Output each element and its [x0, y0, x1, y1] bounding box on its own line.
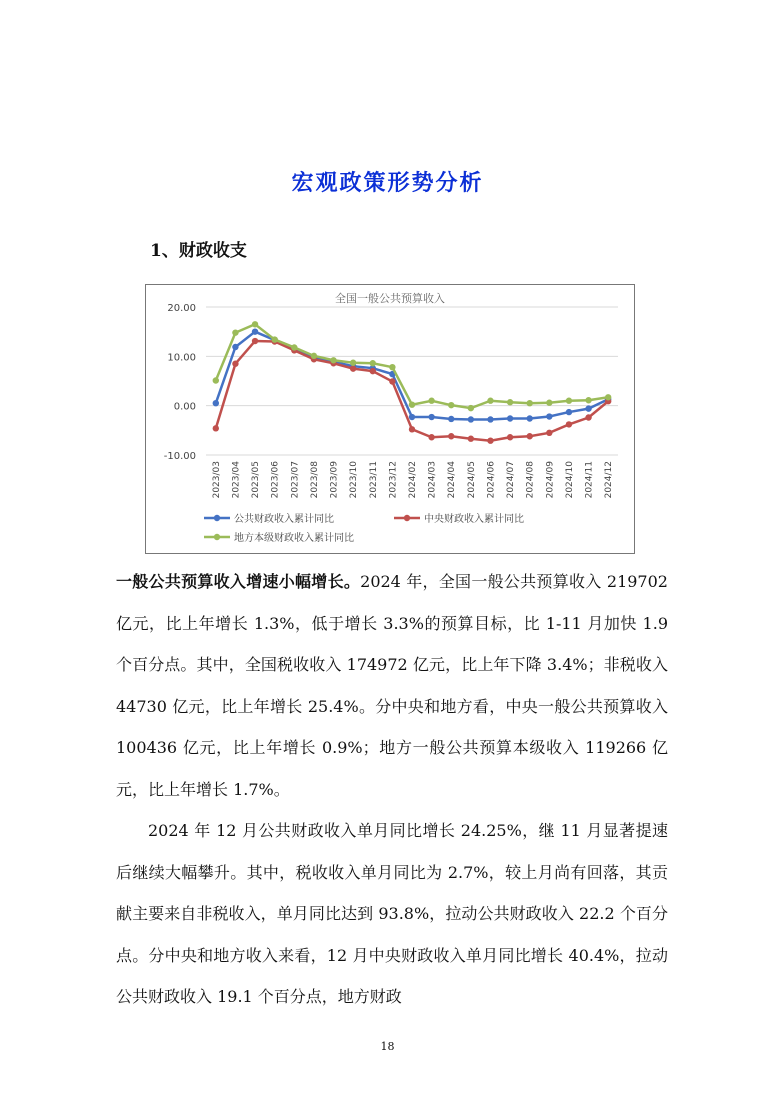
data-point	[213, 377, 219, 383]
revenue-chart	[145, 284, 635, 554]
data-point	[527, 415, 533, 421]
data-point	[468, 436, 474, 442]
data-point	[585, 414, 591, 420]
x-tick-label: 2023/12	[388, 461, 399, 499]
data-point	[291, 344, 297, 350]
legend-marker	[214, 534, 220, 540]
data-point	[428, 398, 434, 404]
paragraph-2-body: 2024 年 12 月公共财政收入单月同比增长 24.25%，继 11 月显著提速后继续大幅攀升。其中，税收收入单月同比为 2.7%，较上月尚有回落，其贡献主要来自非税收入，单月同比达到 93.8%，拉动公共财政收入 22.2 个百分点。分中央和地方收入来看，12 月中央财政收入单月同比增长 40.4%，拉动公共财政收入 19.1 个百分点，地方财政	[116, 821, 668, 1006]
data-point	[428, 434, 434, 440]
data-point	[546, 400, 552, 406]
data-point	[448, 402, 454, 408]
x-tick-label: 2024/10	[564, 461, 575, 499]
x-tick-label: 2023/11	[368, 461, 379, 499]
data-point	[507, 399, 513, 405]
data-point	[546, 430, 552, 436]
data-point	[409, 414, 415, 420]
chart-svg	[146, 285, 634, 553]
data-point	[546, 413, 552, 419]
page-title: 宏观政策形势分析	[291, 170, 484, 196]
x-tick-label: 2024/08	[525, 461, 536, 499]
data-point	[566, 409, 572, 415]
data-point	[311, 353, 317, 359]
data-point	[271, 336, 277, 342]
y-tick-label: -10.00	[163, 451, 196, 462]
y-tick-label: 0.00	[173, 401, 196, 413]
x-tick-label: 2023/09	[329, 461, 340, 499]
data-point	[585, 397, 591, 403]
data-point	[487, 398, 493, 404]
x-tick-label: 2023/04	[231, 461, 242, 499]
x-tick-label: 2024/09	[545, 461, 556, 499]
x-tick-label: 2024/05	[466, 461, 477, 499]
data-point	[566, 421, 572, 427]
data-point	[448, 416, 454, 422]
data-point	[330, 357, 336, 363]
x-tick-label: 2023/08	[309, 461, 320, 499]
x-tick-label: 2024/04	[447, 461, 458, 499]
legend-label: 地方本级财政收入累计同比	[234, 533, 354, 544]
section-heading: 1、财政收支	[150, 241, 247, 261]
data-point	[585, 405, 591, 411]
legend-marker	[404, 515, 410, 521]
data-point	[409, 426, 415, 432]
data-point	[213, 400, 219, 406]
data-point	[507, 415, 513, 421]
data-point	[409, 401, 415, 407]
data-point	[527, 400, 533, 406]
data-point	[389, 378, 395, 384]
data-point	[232, 361, 238, 367]
data-point	[605, 394, 611, 400]
legend-label: 中央财政收入累计同比	[424, 514, 524, 525]
data-point	[507, 434, 513, 440]
y-tick-label: 20.00	[167, 303, 196, 314]
data-point	[566, 398, 572, 404]
x-tick-label: 2024/02	[408, 461, 418, 499]
data-point	[232, 344, 238, 350]
paragraph-2	[116, 810, 668, 1018]
x-tick-label: 2023/07	[290, 461, 301, 499]
data-point	[527, 433, 533, 439]
x-tick-label: 2024/11	[584, 461, 595, 499]
paragraph-1-body: 2024 年，全国一般公共预算收入 219702 亿元，比上年增长 1.3%，低于增长 3.3%的预算目标，比 1-11 月加快 1.9 个百分点。其中，全国税收收入 174972 亿元，比上年下降 3.4%；非税收入 44730 亿元，比上年增长 25.4%。分中央和地方看，中央一般公共预算收入 100436 亿元，比上年增长 0.9%；地方一般公共预算本级收入 119266 亿元，比上年增长 1.7%。	[116, 572, 668, 799]
data-point	[487, 416, 493, 422]
page-number: 18	[380, 1040, 395, 1053]
data-point	[350, 365, 356, 371]
data-point	[370, 360, 376, 366]
data-point	[350, 360, 356, 366]
data-point	[468, 416, 474, 422]
data-point	[389, 364, 395, 370]
x-tick-label: 2024/12	[604, 461, 615, 499]
x-tick-label: 2024/07	[506, 461, 517, 499]
chart-title: 全国一般公共预算收入	[335, 292, 445, 305]
x-tick-label: 2023/10	[349, 461, 360, 499]
x-tick-label: 2023/05	[251, 461, 262, 499]
x-tick-label: 2023/06	[270, 461, 281, 499]
data-point	[252, 338, 258, 344]
paragraph-1	[116, 561, 668, 810]
x-tick-label: 2024/03	[427, 461, 438, 499]
data-point	[252, 328, 258, 334]
x-tick-label: 2023/03	[211, 461, 222, 499]
data-point	[213, 425, 219, 431]
paragraph-1-lead: 一般公共预算收入增速小幅增长。	[116, 572, 361, 591]
data-point	[232, 329, 238, 335]
data-point	[487, 437, 493, 443]
data-point	[468, 405, 474, 411]
legend-marker	[214, 515, 220, 521]
legend-label: 公共财政收入累计同比	[234, 514, 334, 525]
data-point	[448, 433, 454, 439]
y-tick-label: 10.00	[167, 352, 196, 364]
x-tick-label: 2024/06	[486, 461, 497, 499]
data-point	[252, 321, 258, 327]
data-point	[370, 368, 376, 374]
data-point	[428, 414, 434, 420]
